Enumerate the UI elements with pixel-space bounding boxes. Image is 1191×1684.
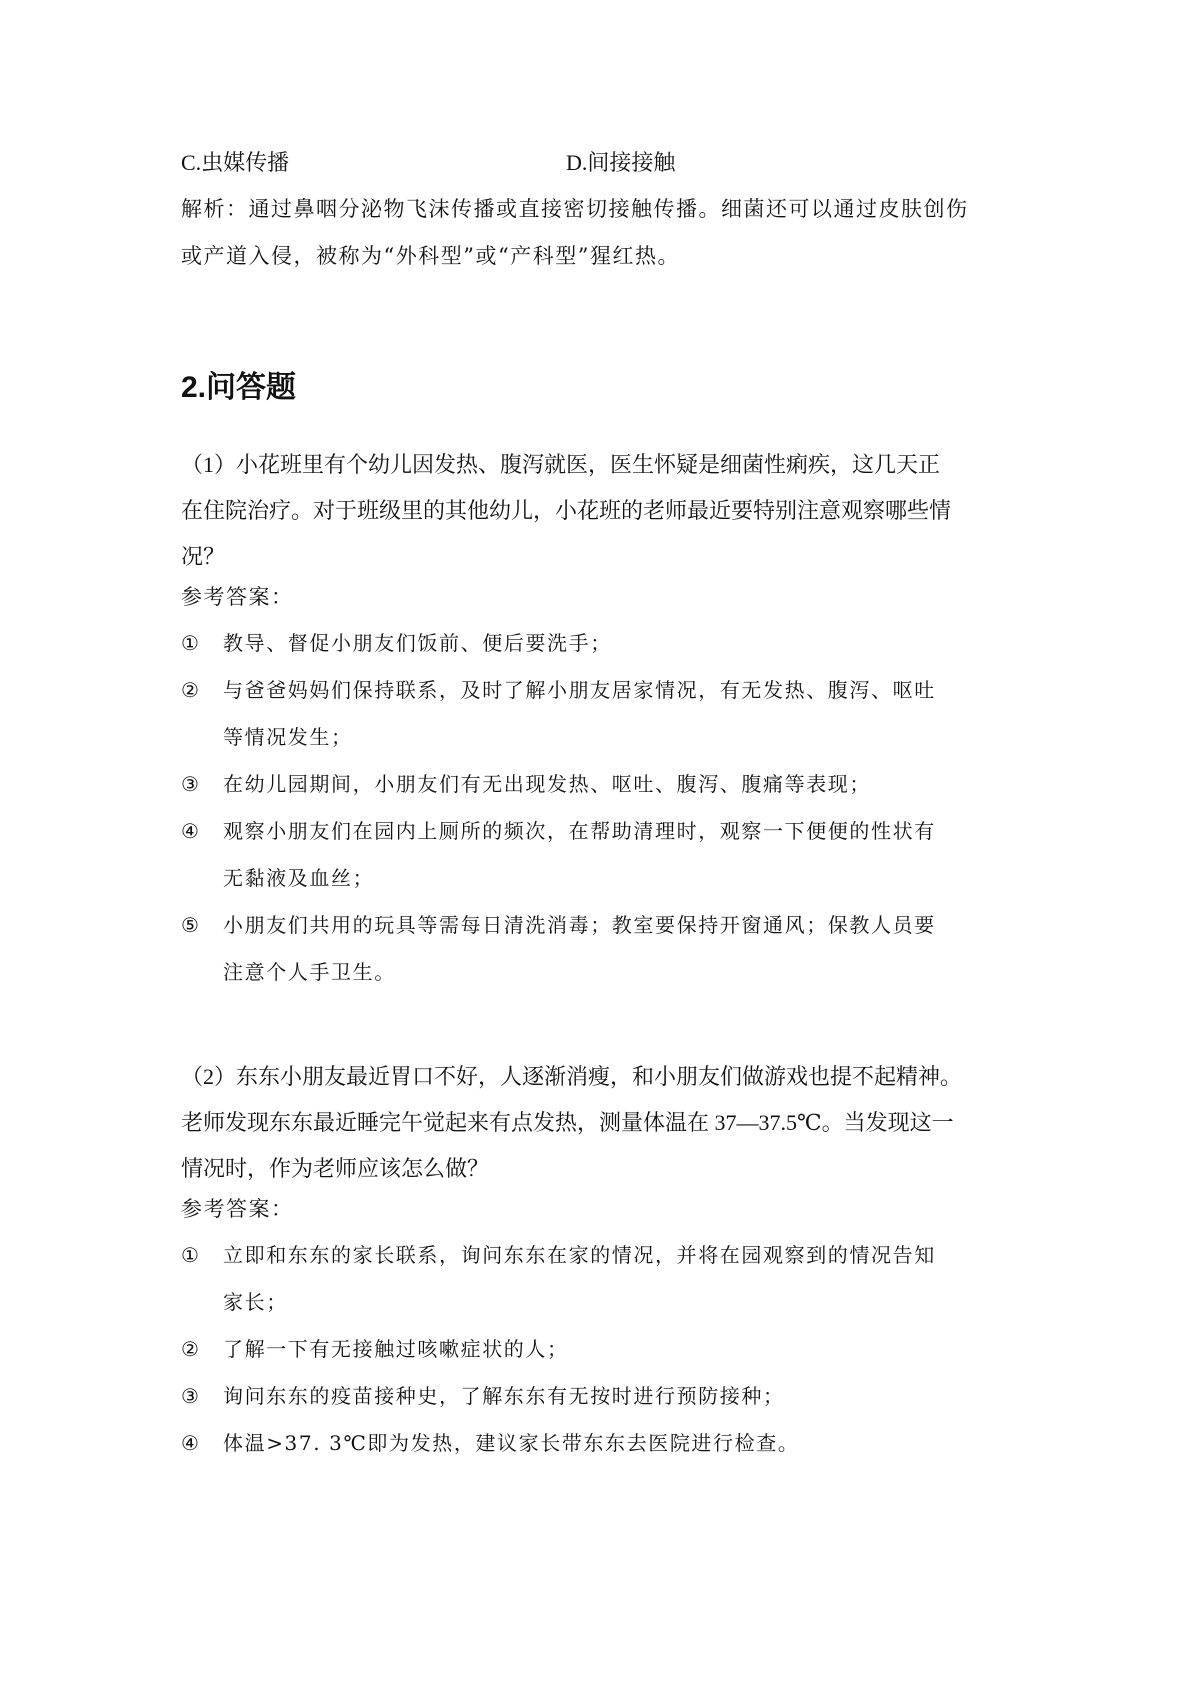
item-marker: ② [181, 678, 201, 702]
question1-answer-item-5 [181, 909, 936, 938]
question1-answer-item-4-cont: 无黏液及血丝； [223, 866, 375, 890]
item-text: 询问东东的疫苗接种史，了解东东有无按时进行预防接种； [223, 1384, 785, 1408]
item-marker: ③ [181, 772, 201, 796]
question2-answer-item-1 [181, 1239, 936, 1268]
question1-answer-label: 参考答案： [181, 585, 294, 609]
item-text: 立即和东东的家长联系，询问东东在家的情况，并将在园观察到的情况告知 [223, 1243, 936, 1267]
question2-line-1: （2）东东小朋友最近胃口不好，人逐渐消瘦，和小朋友们做游戏也提不起精神。 [181, 1064, 963, 1089]
question2-line-2: 老师发现东东最近睡完午觉起来有点发热，测量体温在 37—37.5℃。当发现这一 [181, 1110, 954, 1135]
question2-answer-item-2 [181, 1333, 569, 1362]
question1-line-1: （1）小花班里有个幼儿因发热、腹泻就医，医生怀疑是细菌性痢疾，这几天正 [181, 452, 941, 477]
item-text: 小朋友们共用的玩具等需每日清洗消毒；教室要保持开窗通风；保教人员要 [223, 913, 936, 937]
question1-answer-item-3 [181, 768, 871, 797]
option-c: C.虫媒传播 [181, 150, 290, 175]
question1-line-3: 况？ [181, 544, 226, 569]
section-heading: 2.问答题 [181, 371, 297, 404]
item-text: 了解一下有无接触过咳嗽症状的人； [223, 1337, 569, 1361]
item-text: 与爸爸妈妈们保持联系，及时了解小朋友居家情况，有无发热、腹泻、呕吐 [223, 678, 936, 702]
question2-answer-label: 参考答案： [181, 1197, 294, 1221]
item-marker: ① [181, 1243, 201, 1267]
question1-line-2: 在住院治疗。对于班级里的其他幼儿，小花班的老师最近要特别注意观察哪些情 [181, 498, 952, 523]
analysis-line-2: 或产道入侵，被称为“外科型”或“产科型”猩红热。 [181, 244, 680, 268]
question1-answer-item-2 [181, 674, 936, 703]
analysis-line-1: 解析：通过鼻咽分泌物飞沫传播或直接密切接触传播。细菌还可以通过皮肤创伤 [181, 197, 969, 221]
item-text: 在幼儿园期间，小朋友们有无出现发热、呕吐、腹泻、腹痛等表现； [223, 772, 871, 796]
item-marker: ⑤ [181, 913, 201, 937]
question1-answer-item-2-cont: 等情况发生； [223, 725, 353, 749]
item-marker: ③ [181, 1384, 201, 1408]
item-marker: ④ [181, 819, 201, 843]
option-d: D.间接接触 [566, 150, 676, 175]
item-marker: ① [181, 631, 201, 655]
question2-answer-item-1-cont: 家长； [223, 1290, 288, 1314]
item-text: 体温>37. 3℃即为发热，建议家长带东东去医院进行检查。 [223, 1431, 800, 1455]
item-marker: ④ [181, 1431, 201, 1455]
item-text: 教导、督促小朋友们饭前、便后要洗手； [223, 631, 612, 655]
question1-answer-item-1 [181, 627, 612, 656]
question2-answer-item-4 [181, 1427, 799, 1456]
question1-answer-item-4 [181, 815, 936, 844]
question1-answer-item-5-cont: 注意个人手卫生。 [223, 960, 396, 984]
item-marker: ② [181, 1337, 201, 1361]
item-text: 观察小朋友们在园内上厕所的频次，在帮助清理时，观察一下便便的性状有 [223, 819, 936, 843]
question2-answer-item-3 [181, 1380, 785, 1409]
options-line [181, 146, 676, 177]
question2-line-3: 情况时，作为老师应该怎么做？ [181, 1156, 490, 1181]
